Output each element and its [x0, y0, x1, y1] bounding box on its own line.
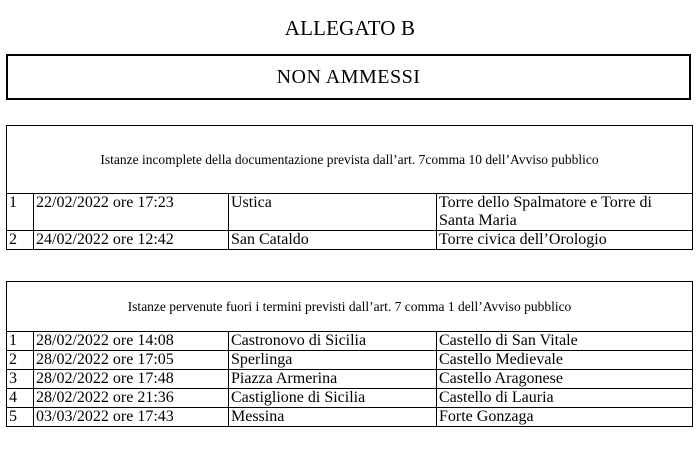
table-row: [7, 332, 693, 351]
row-date: 28/02/2022 ore 21:36: [34, 389, 229, 408]
non-ammessi-heading-box: [6, 54, 691, 100]
table-row: [7, 370, 693, 389]
row-city: San Cataldo: [229, 231, 437, 250]
row-site: Castello di San Vitale: [437, 332, 693, 351]
row-number: 5: [7, 408, 34, 427]
row-site: Castello di Lauria: [437, 389, 693, 408]
row-site: Castello Medievale: [437, 351, 693, 370]
row-number: 1: [7, 332, 34, 351]
row-city: Ustica: [229, 194, 437, 231]
row-site: Torre civica dell’Orologio: [437, 231, 693, 250]
row-city: Castronovo di Sicilia: [229, 332, 437, 351]
row-date: 22/02/2022 ore 17:23: [34, 194, 229, 231]
row-date: 24/02/2022 ore 12:42: [34, 231, 229, 250]
row-city: Messina: [229, 408, 437, 427]
row-date: 28/02/2022 ore 17:05: [34, 351, 229, 370]
table-caption-row: [7, 282, 693, 332]
row-number: 4: [7, 389, 34, 408]
table-row: [7, 389, 693, 408]
table-caption: Istanze pervenute fuori i termini previsti dall’art. 7 comma 1 dell’Avviso pubblico: [7, 282, 693, 332]
table-row: [7, 408, 693, 427]
table-row: [7, 351, 693, 370]
late-applications-table: [6, 281, 693, 427]
incomplete-applications-table: [6, 125, 693, 250]
row-site: Forte Gonzaga: [437, 408, 693, 427]
row-site: Castello Aragonese: [437, 370, 693, 389]
row-number: 2: [7, 351, 34, 370]
table-caption: Istanze incomplete della documentazione prevista dall’art. 7comma 10 dell’Avviso pubblico: [7, 126, 693, 194]
table-row: [7, 231, 693, 250]
row-number: 1: [7, 194, 34, 231]
table-caption-row: [7, 126, 693, 194]
row-number: 2: [7, 231, 34, 250]
row-date: 03/03/2022 ore 17:43: [34, 408, 229, 427]
row-city: Piazza Armerina: [229, 370, 437, 389]
non-ammessi-heading: NON AMMESSI: [276, 65, 421, 88]
row-city: Sperlinga: [229, 351, 437, 370]
document-title: ALLEGATO B: [284, 16, 416, 40]
table-row: [7, 194, 693, 231]
row-site: Torre dello Spalmatore e Torre di Santa Maria: [437, 194, 693, 231]
row-number: 3: [7, 370, 34, 389]
row-date: 28/02/2022 ore 17:48: [34, 370, 229, 389]
row-date: 28/02/2022 ore 14:08: [34, 332, 229, 351]
row-city: Castiglione di Sicilia: [229, 389, 437, 408]
